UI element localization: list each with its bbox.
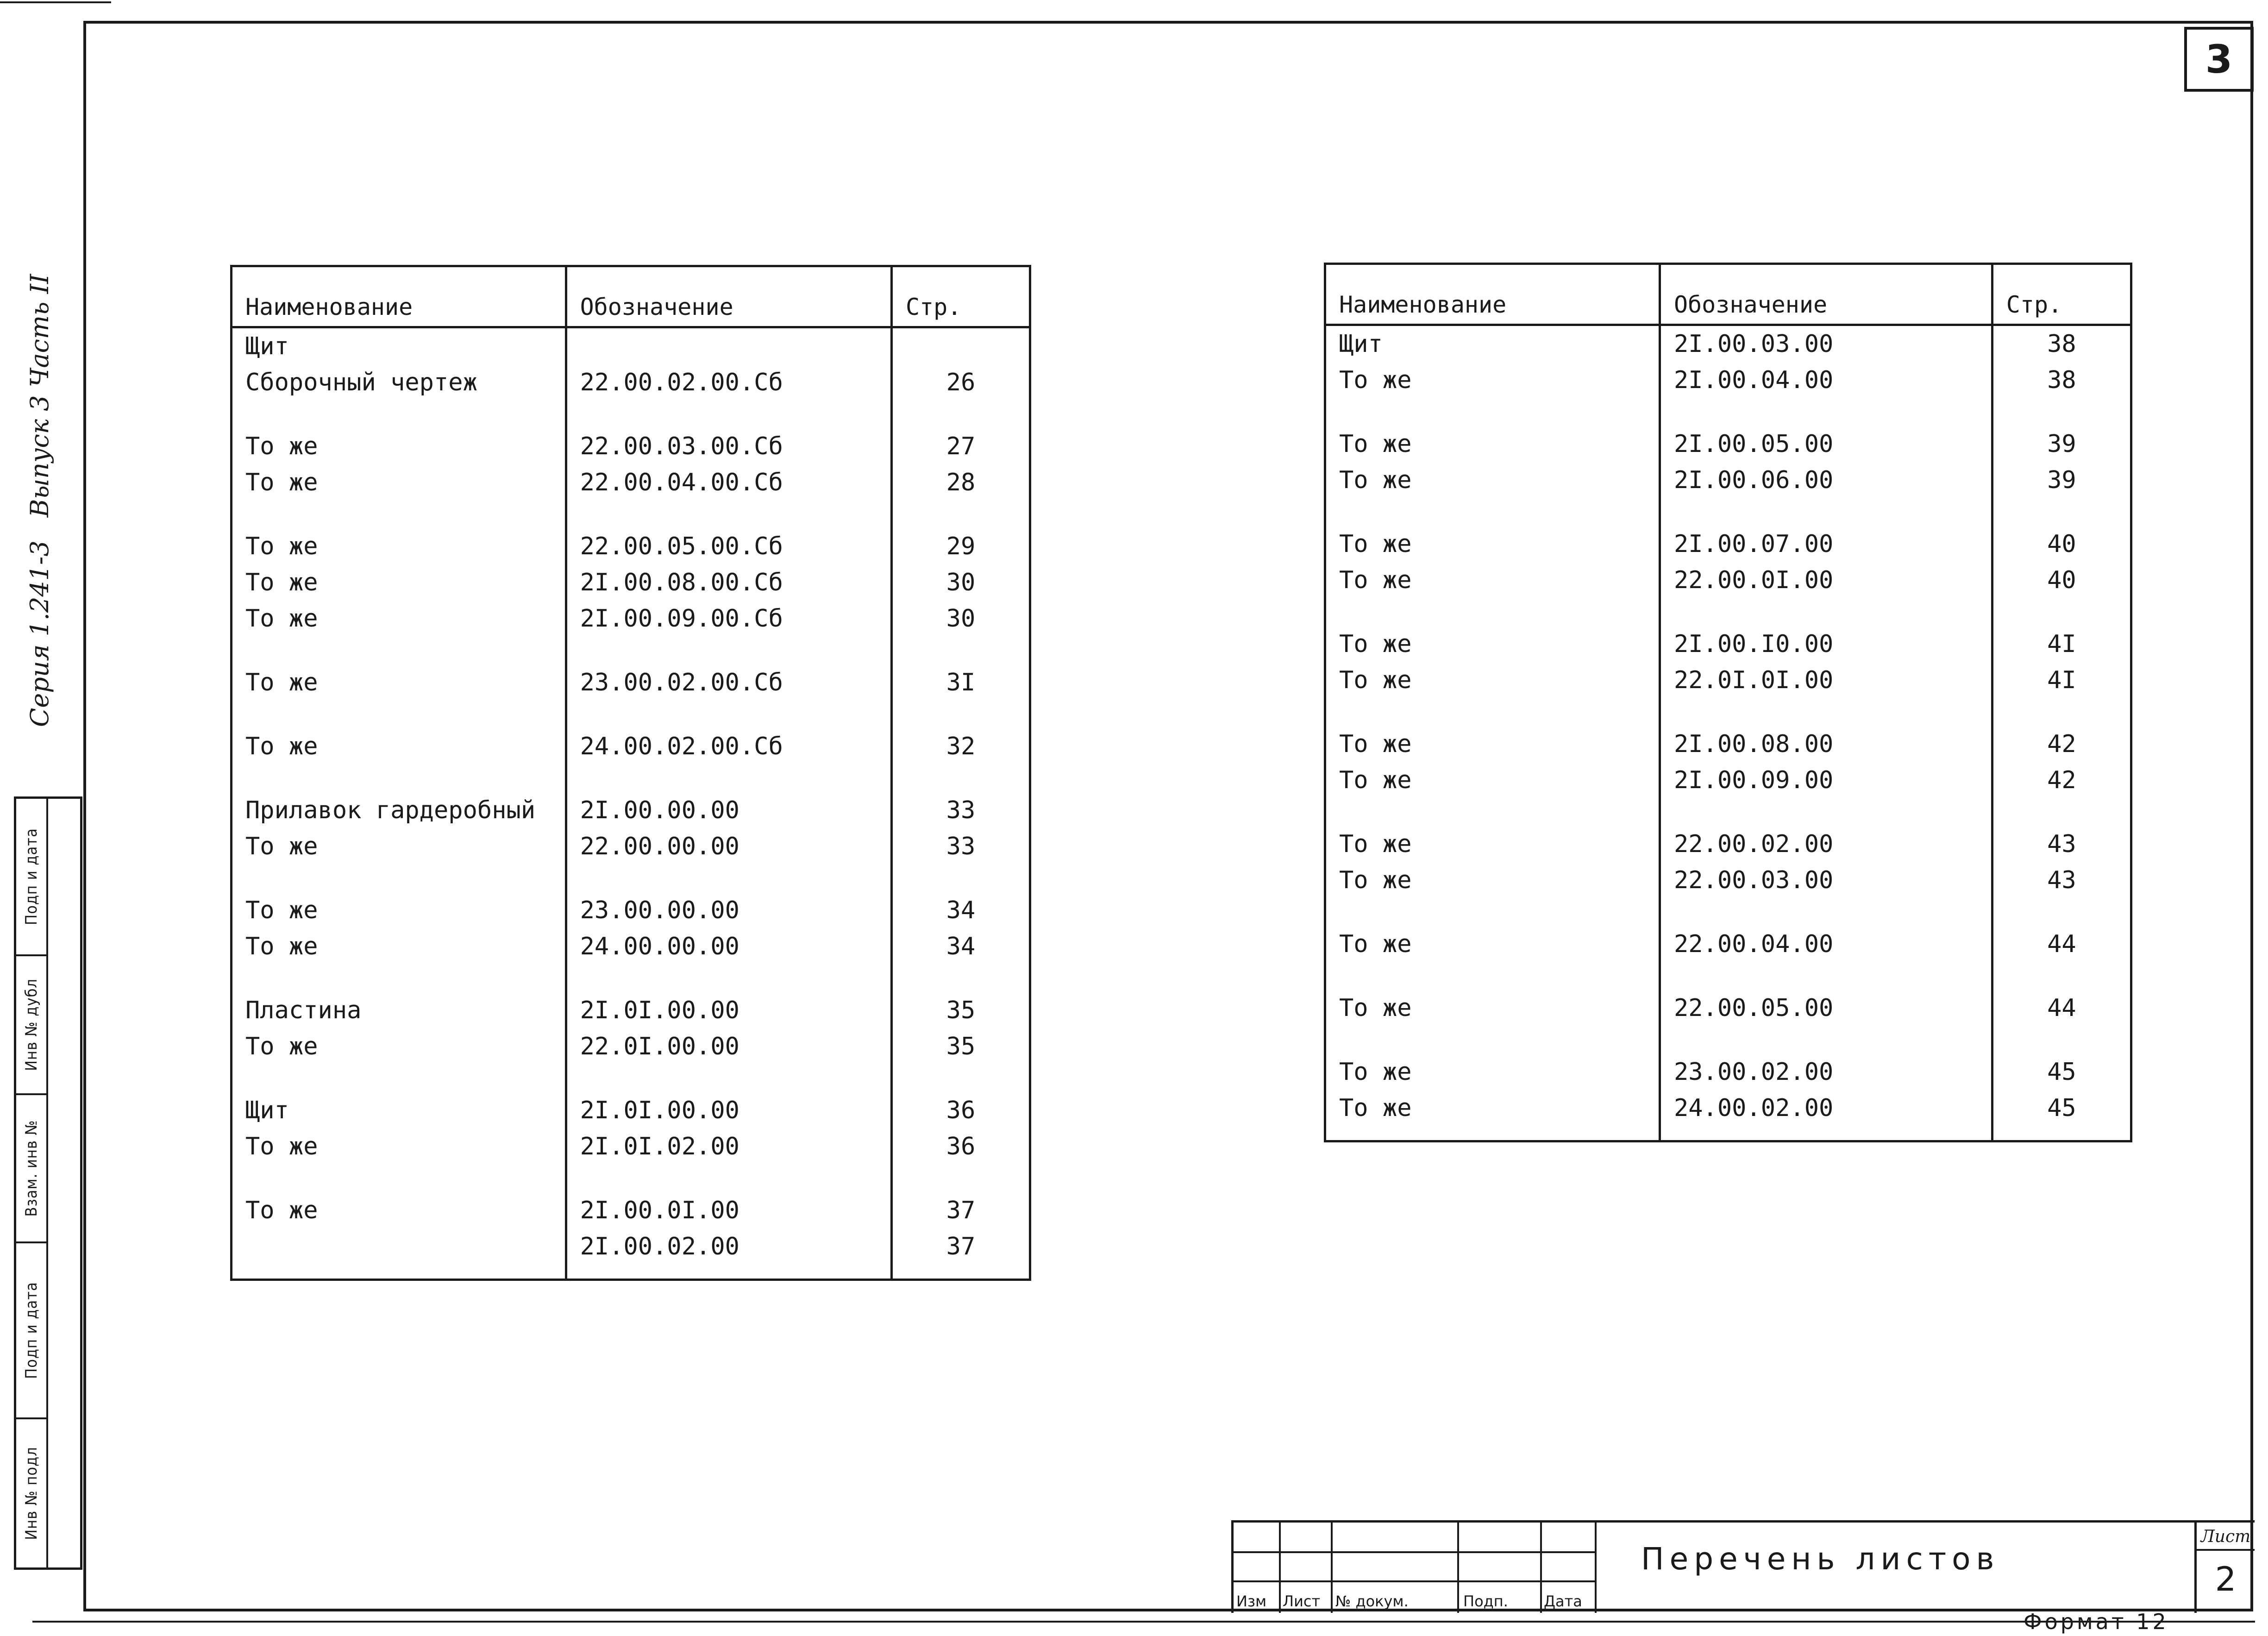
row-code: 2I.00.08.00 [1660, 726, 1992, 762]
row-spacer [232, 701, 1030, 728]
row-page: 36 [891, 1092, 1030, 1128]
row-page: 38 [1992, 325, 2131, 363]
row-page: 39 [1992, 426, 2131, 462]
spacer-cell [1325, 698, 1660, 726]
row-page: 34 [891, 928, 1030, 965]
row-name: То же [232, 728, 566, 765]
row-name: Сборочный чертеж [232, 364, 566, 401]
table-end [1325, 1126, 2131, 1141]
spacer-cell [1325, 598, 1660, 626]
row-page: 38 [1992, 362, 2131, 398]
grid-line [1234, 1551, 1597, 1553]
row-code: 22.00.02.00 [1660, 826, 1992, 862]
row-code: 2I.00.06.00 [1660, 462, 1992, 498]
table-row [232, 892, 1030, 928]
row-spacer [232, 965, 1030, 992]
row-name: То же [232, 928, 566, 965]
row-name: То же [1325, 990, 1660, 1026]
table-row [232, 992, 1030, 1028]
row-name: То же [1325, 662, 1660, 698]
row-code: 2I.00.05.00 [1660, 426, 1992, 462]
grid-line [1540, 1523, 1542, 1613]
row-name: То же [1325, 362, 1660, 398]
end-cell [1325, 1126, 1660, 1141]
row-name: То же [232, 1028, 566, 1065]
row-page: 43 [1992, 862, 2131, 898]
table-row [232, 1028, 1030, 1065]
issue-label: Выпуск 3 Часть II [25, 274, 54, 518]
spacer-cell [232, 637, 566, 664]
top-edge-line [0, 1, 111, 3]
table-row [232, 564, 1030, 601]
row-name: То же [1325, 1090, 1660, 1126]
row-code: 22.00.04.00 [1660, 926, 1992, 962]
row-code: 22.00.02.00.Сб [566, 364, 891, 401]
spacer-cell [1325, 1026, 1660, 1054]
row-code: 2I.0I.00.00 [566, 1092, 891, 1128]
spacer-cell [1992, 698, 2131, 726]
row-name: То же [1325, 626, 1660, 662]
row-page: 26 [891, 364, 1030, 401]
row-page: 45 [1992, 1054, 2131, 1090]
strip-label-replaced-inv: Взам. инв № [22, 1120, 41, 1217]
row-page: 33 [891, 792, 1030, 828]
spacer-cell [891, 965, 1030, 992]
row-name: То же [1325, 526, 1660, 562]
row-spacer [232, 637, 1030, 664]
spacer-cell [1992, 798, 2131, 826]
row-name: То же [1325, 862, 1660, 898]
row-page: 40 [1992, 526, 2131, 562]
row-name: Щит [1325, 325, 1660, 363]
spacer-cell [566, 765, 891, 792]
strip-cell [16, 1095, 46, 1243]
row-page: 29 [891, 528, 1030, 564]
row-page: 34 [891, 892, 1030, 928]
table-row [232, 464, 1030, 501]
sheet-value: 2 [2215, 1560, 2237, 1598]
row-name: То же [1325, 462, 1660, 498]
row-name: Щит [232, 1092, 566, 1128]
row-name: То же [232, 1192, 566, 1229]
table-row [232, 1128, 1030, 1165]
row-page: 27 [891, 428, 1030, 464]
spacer-cell [1325, 398, 1660, 426]
row-name: То же [232, 664, 566, 701]
format-label: Формат 12 [2024, 1609, 2169, 1634]
row-spacer [1325, 898, 2131, 926]
spacer-cell [1992, 1026, 2131, 1054]
row-spacer [232, 401, 1030, 428]
spacer-cell [1660, 962, 1992, 990]
row-code: 2I.00.04.00 [1660, 362, 1992, 398]
grid-line [1279, 1523, 1281, 1613]
row-name: То же [232, 1128, 566, 1165]
row-code: 22.00.05.00.Сб [566, 528, 891, 564]
spacer-cell [566, 865, 891, 892]
table-row [232, 928, 1030, 965]
header-code: Обозначение [1660, 264, 1992, 325]
table-row [232, 1092, 1030, 1128]
table-row [232, 327, 1030, 365]
table-row [1325, 990, 2131, 1026]
row-code: 2I.00.07.00 [1660, 526, 1992, 562]
row-code [566, 327, 891, 365]
row-name: То же [1325, 762, 1660, 798]
row-page: 42 [1992, 726, 2131, 762]
row-code: 22.00.03.00.Сб [566, 428, 891, 464]
row-page: 32 [891, 728, 1030, 765]
spacer-cell [566, 637, 891, 664]
spacer-cell [232, 1065, 566, 1092]
table-row [1325, 826, 2131, 862]
row-spacer [1325, 698, 2131, 726]
header-page: Стр. [1992, 264, 2131, 325]
spacer-cell [891, 401, 1030, 428]
row-code: 22.00.00.00 [566, 828, 891, 865]
table-row [232, 1229, 1030, 1265]
row-name: То же [232, 564, 566, 601]
table-row [1325, 526, 2131, 562]
row-name: То же [1325, 726, 1660, 762]
col-change: Изм [1236, 1592, 1267, 1610]
row-spacer [1325, 798, 2131, 826]
strip-label-dup-inv: Инв № дубл [22, 978, 41, 1071]
spacer-cell [1992, 598, 2131, 626]
spacer-cell [232, 765, 566, 792]
spacer-cell [1660, 798, 1992, 826]
row-page: 37 [891, 1192, 1030, 1229]
grid-line [1595, 1523, 1597, 1613]
row-spacer [232, 501, 1030, 528]
row-code: 22.00.0I.00 [1660, 562, 1992, 598]
spacer-cell [891, 865, 1030, 892]
row-name: То же [232, 428, 566, 464]
row-name: То же [1325, 562, 1660, 598]
row-page: 4I [1992, 626, 2131, 662]
strip-label-original-inv: Инв № подл [22, 1447, 41, 1540]
spacer-cell [1325, 498, 1660, 526]
table-header [232, 266, 1030, 327]
table-row [1325, 726, 2131, 762]
sheet-cell [2194, 1523, 2255, 1613]
spacer-cell [1992, 898, 2131, 926]
approval-strip [14, 796, 82, 1570]
revision-grid [1234, 1523, 1597, 1613]
spacer-cell [1660, 398, 1992, 426]
header-page: Стр. [891, 266, 1030, 327]
row-spacer [1325, 962, 2131, 990]
table-end [232, 1265, 1030, 1280]
table-row [1325, 426, 2131, 462]
table-row [1325, 926, 2131, 962]
spacer-cell [1992, 498, 2131, 526]
table-row [232, 664, 1030, 701]
spacer-cell [891, 765, 1030, 792]
sheet-number: 3 [2184, 27, 2254, 92]
row-spacer [232, 1065, 1030, 1092]
end-cell [1660, 1126, 1992, 1141]
row-spacer [232, 765, 1030, 792]
row-page: 35 [891, 992, 1030, 1028]
strip-cell [16, 956, 46, 1095]
row-page: 30 [891, 601, 1030, 637]
row-code: 23.00.00.00 [566, 892, 891, 928]
spacer-cell [232, 401, 566, 428]
spacer-cell [891, 1065, 1030, 1092]
spacer-cell [1660, 598, 1992, 626]
row-code: 2I.0I.02.00 [566, 1128, 891, 1165]
table-row [1325, 1054, 2131, 1090]
row-spacer [1325, 498, 2131, 526]
col-doc-number: № докум. [1335, 1592, 1409, 1610]
table-row [232, 792, 1030, 828]
right-sheet-list [1324, 263, 2132, 1142]
sheet-label: Лист [2197, 1527, 2255, 1551]
approval-strip-blank [48, 799, 80, 1567]
spacer-cell [1325, 898, 1660, 926]
row-page: 43 [1992, 826, 2131, 862]
row-name: То же [1325, 1054, 1660, 1090]
table-row [232, 364, 1030, 401]
row-page: 28 [891, 464, 1030, 501]
row-page: 36 [891, 1128, 1030, 1165]
strip-label-signature-date-2: Подп и дата [22, 828, 41, 925]
header-code: Обозначение [566, 266, 891, 327]
col-sheet: Лист [1283, 1592, 1321, 1610]
end-cell [891, 1265, 1030, 1280]
left-sheet-list [230, 265, 1031, 1281]
spacer-cell [1660, 498, 1992, 526]
row-name: То же [1325, 826, 1660, 862]
spacer-cell [1660, 898, 1992, 926]
row-name: Прилавок гардеробный [232, 792, 566, 828]
row-page: 30 [891, 564, 1030, 601]
spacer-cell [1992, 398, 2131, 426]
strip-label-signature-date: Подп и дата [22, 1282, 41, 1379]
spacer-cell [891, 1165, 1030, 1192]
spacer-cell [232, 1165, 566, 1192]
row-code: 2I.00.09.00.Сб [566, 601, 891, 637]
row-name: То же [232, 464, 566, 501]
row-name: Щит [232, 327, 566, 365]
row-page: 37 [891, 1229, 1030, 1265]
strip-cell [16, 1243, 46, 1419]
row-page: 35 [891, 1028, 1030, 1065]
table-row [1325, 462, 2131, 498]
spacer-cell [566, 401, 891, 428]
table-row [1325, 662, 2131, 698]
row-page: 40 [1992, 562, 2131, 598]
row-name: То же [232, 528, 566, 564]
spacer-cell [566, 1065, 891, 1092]
row-name: То же [1325, 926, 1660, 962]
left-table-body [232, 327, 1030, 1280]
series-label: Серия 1.241-3 [25, 540, 54, 727]
right-table-body [1325, 325, 2131, 1141]
row-name: То же [1325, 426, 1660, 462]
table-row [1325, 362, 2131, 398]
row-page: 45 [1992, 1090, 2131, 1126]
header-name: Наименование [232, 266, 566, 327]
row-page [891, 327, 1030, 365]
row-name: То же [232, 892, 566, 928]
spacer-cell [891, 637, 1030, 664]
spacer-cell [891, 701, 1030, 728]
spacer-cell [1992, 962, 2131, 990]
grid-line [1457, 1523, 1459, 1613]
table-row [1325, 325, 2131, 363]
row-spacer [1325, 1026, 2131, 1054]
row-page: 39 [1992, 462, 2131, 498]
spacer-cell [566, 1165, 891, 1192]
title-block [1231, 1520, 2255, 1613]
table-row [232, 828, 1030, 865]
row-code: 2I.00.02.00 [566, 1229, 891, 1265]
grid-line [1234, 1580, 1597, 1582]
table-row [232, 728, 1030, 765]
row-code: 2I.00.03.00 [1660, 325, 1992, 363]
document-title: Перечень листов [1641, 1541, 2000, 1577]
spacer-cell [232, 865, 566, 892]
row-code: 22.00.04.00.Сб [566, 464, 891, 501]
end-cell [566, 1265, 891, 1280]
spacer-cell [232, 701, 566, 728]
end-cell [1992, 1126, 2131, 1141]
row-name [232, 1229, 566, 1265]
grid-line [1331, 1523, 1333, 1613]
table-row [1325, 1090, 2131, 1126]
row-code: 23.00.02.00.Сб [566, 664, 891, 701]
row-code: 2I.00.08.00.Сб [566, 564, 891, 601]
row-code: 24.00.00.00 [566, 928, 891, 965]
approval-strip-labels [16, 799, 48, 1567]
row-page: 42 [1992, 762, 2131, 798]
spacer-cell [1660, 698, 1992, 726]
row-code: 2I.00.I0.00 [1660, 626, 1992, 662]
row-page: 3I [891, 664, 1030, 701]
table-row [232, 428, 1030, 464]
row-spacer [232, 865, 1030, 892]
spacer-cell [232, 965, 566, 992]
col-date: Дата [1544, 1592, 1582, 1610]
table-row [1325, 626, 2131, 662]
spacer-cell [1660, 1026, 1992, 1054]
row-code: 22.00.05.00 [1660, 990, 1992, 1026]
table-row [232, 528, 1030, 564]
row-page: 44 [1992, 990, 2131, 1026]
table-row [232, 1192, 1030, 1229]
row-code: 22.00.03.00 [1660, 862, 1992, 898]
spacer-cell [1325, 798, 1660, 826]
table-row [1325, 562, 2131, 598]
table-row [1325, 862, 2131, 898]
end-cell [232, 1265, 566, 1280]
table-header [1325, 264, 2131, 325]
row-spacer [232, 1165, 1030, 1192]
table-row [232, 601, 1030, 637]
row-code: 2I.00.0I.00 [566, 1192, 891, 1229]
spacer-cell [566, 701, 891, 728]
spacer-cell [1325, 962, 1660, 990]
spacer-cell [891, 501, 1030, 528]
row-page: 33 [891, 828, 1030, 865]
table-row [1325, 762, 2131, 798]
spacer-cell [232, 501, 566, 528]
row-page: 4I [1992, 662, 2131, 698]
row-name: Пластина [232, 992, 566, 1028]
side-title [14, 93, 65, 727]
row-code: 24.00.02.00 [1660, 1090, 1992, 1126]
strip-cell [16, 1419, 46, 1567]
bottom-edge-line [32, 1621, 2255, 1623]
row-spacer [1325, 598, 2131, 626]
row-name: То же [232, 601, 566, 637]
row-code: 22.0I.00.00 [566, 1028, 891, 1065]
row-code: 23.00.02.00 [1660, 1054, 1992, 1090]
spacer-cell [566, 501, 891, 528]
row-code: 24.00.02.00.Сб [566, 728, 891, 765]
col-signature: Подп. [1463, 1592, 1508, 1610]
row-code: 2I.0I.00.00 [566, 992, 891, 1028]
row-code: 2I.00.00.00 [566, 792, 891, 828]
spacer-cell [566, 965, 891, 992]
row-code: 22.0I.0I.00 [1660, 662, 1992, 698]
row-code: 2I.00.09.00 [1660, 762, 1992, 798]
row-name: То же [232, 828, 566, 865]
row-spacer [1325, 398, 2131, 426]
header-name: Наименование [1325, 264, 1660, 325]
row-page: 44 [1992, 926, 2131, 962]
strip-cell [16, 799, 46, 956]
